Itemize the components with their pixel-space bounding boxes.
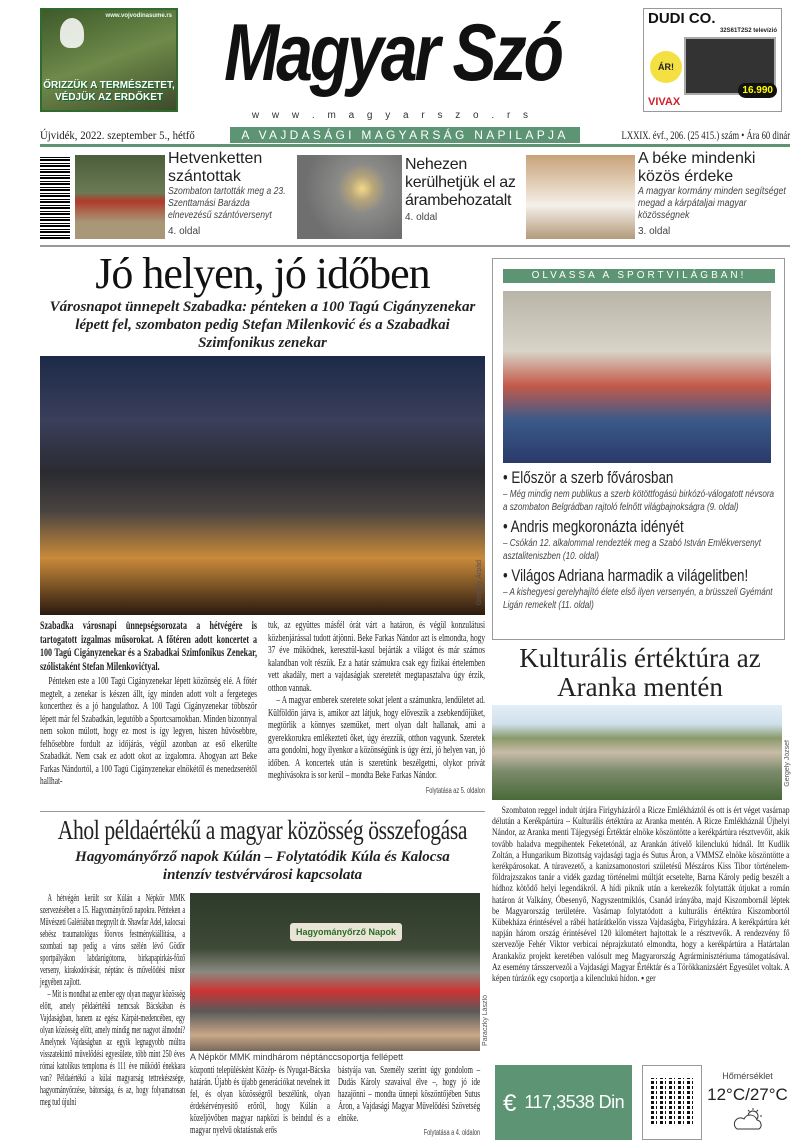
sport-item[interactable] bbox=[503, 518, 778, 563]
continued-link[interactable]: Folytatása a 4. oldalon bbox=[423, 1128, 481, 1137]
second-subtitle: Hagyományőrző napok Kúlán – Folytatódik Kúla és Kalocsa intenzív testvérvárosi kapcsolata bbox=[75, 849, 450, 883]
exchange-rate-box[interactable] bbox=[495, 1065, 632, 1140]
second-column-1 bbox=[40, 893, 185, 1109]
bridge-photo[interactable] bbox=[492, 705, 782, 800]
teaser-2[interactable] bbox=[405, 156, 523, 224]
teaser-page: 4. oldal bbox=[168, 226, 201, 237]
weather-widget bbox=[705, 1065, 790, 1136]
temperature: 12°C/27°C bbox=[707, 1085, 788, 1104]
sport-item-title[interactable]: • Először a szerb fővárosban bbox=[503, 469, 674, 487]
euro-rate: 117,3538 Din bbox=[524, 1092, 625, 1112]
divider bbox=[40, 144, 790, 147]
ad-brand: DUDI CO. bbox=[648, 10, 716, 27]
divider bbox=[40, 245, 790, 247]
body-paragraph: Pénteken este a 100 Tagú Cigányzenekar lépett közönség elé. A főtér megtelt, a zenekar is készen állt, így minden adott volt a fergeteges koncerthez és a jó hangulathoz. A 100 Tagú Cigányzenekar többször lépett már fel Szabadkán, legutóbb a Sportcsarnokban. Minden bizonnyal nem sokon múlott, hogy ez most is így legyen, hiszen hűvösebbre, felhősebbre fordult az időjárás, végül azonban az eső elkerülte Szabadkát. Nem csak ez adott okot az izgalomra. Ahogyan azt Beke Farkas Nándortól, a 100 Tagú Cigányzenekar elnökétől és menedzserétől hallhat- bbox=[40, 676, 258, 787]
teaser-title[interactable]: Hetvenketten szántottak bbox=[168, 150, 263, 185]
speaker-photo[interactable] bbox=[526, 155, 635, 239]
teaser-title[interactable]: A béke mindenki közös érdeke bbox=[638, 150, 756, 185]
second-column-2: központi településként Közép- és Nyugat-Bácska határán. Újabb és újabb generációkat nevelnek itt fel, és olyan közösségről beszélünk, olyan érdekérvényesítő erőről, hogy Kúlán a közeljövőben magyar napközi is beindul és a magyar nyelvű oktatásnak erős bbox=[190, 1065, 330, 1136]
photo-credit: Paraczky László bbox=[482, 995, 489, 1046]
culture-headline[interactable]: Kulturális értéktúra az Aranka mentén bbox=[519, 643, 761, 702]
photo-caption: A Népkör MMK mindhárom néptánccsoportja fellépett bbox=[190, 1052, 404, 1062]
second-headline[interactable]: Ahol példaértékű a magyar közösség összefogása bbox=[57, 815, 468, 845]
sport-list bbox=[503, 469, 778, 616]
weather-label: Hőmérséklet bbox=[722, 1071, 773, 1081]
body-paragraph: A hétvégén került sor Kúlán a Népkör MMK szervezésében a 15. Hagyományőrző napokra. Pénteken a Művészeti Galériában megnyílt dr. Shawfar Adel, kalocsai sebész traumatológus főorvos festménykiállítása, a szombati nap pedig a város szélén lévő Gödör sportpályákon labdarúgótorna, birkapapirkás-főző verseny, kirakodóvásár, néptánc és művelődési műsor jegyében zajlott. bbox=[40, 893, 186, 988]
sport-box bbox=[492, 258, 785, 640]
logo-area bbox=[200, 6, 585, 98]
ad-slogan: ŐRIZZÜK A TERMÉSZETET, VÉDJÜK AZ ERDŐKET bbox=[43, 80, 175, 103]
price-badge: ÁR! bbox=[650, 51, 682, 83]
dateline: Újvidék, 2022. szeptember 5., hétfő bbox=[40, 128, 195, 142]
teaser-title[interactable]: Nehezen kerülhetjük el az árambehozatalt bbox=[405, 156, 516, 209]
culture-body bbox=[492, 805, 790, 984]
website-url[interactable]: w w w . m a g y a r s z o . r s bbox=[251, 110, 534, 121]
event-banner: Hagyományőrző Napok bbox=[290, 923, 402, 941]
teaser-page: 4. oldal bbox=[405, 212, 438, 223]
orchestra-photo[interactable] bbox=[40, 356, 485, 615]
teaser-summary: A magyar kormány minden segítséget megad a kárpátaljai magyar közösségnek bbox=[638, 186, 786, 221]
teaser-3[interactable] bbox=[638, 150, 790, 238]
tagline: A VAJDASÁGI MAGYARSÁG NAPILAPJA bbox=[230, 127, 580, 143]
lead-column-1 bbox=[40, 620, 257, 789]
tractors-photo[interactable] bbox=[75, 155, 165, 239]
ad-model: 32S61T2S2 televízió bbox=[719, 28, 777, 34]
forest-logo-icon bbox=[60, 18, 84, 48]
sport-item[interactable] bbox=[503, 567, 778, 612]
sport-item-desc: – Még mindig nem publikus a szerb kötöttfogású birkózó-válogatott névsora a szombaton Belgrádban rajtoló felnőtt világbajnokságra (9. oldal) bbox=[503, 489, 775, 513]
sport-header[interactable]: OLVASSA A SPORTVILÁGBAN! bbox=[503, 269, 775, 283]
wrestlers-photo[interactable] bbox=[503, 291, 771, 463]
body-paragraph: – A magyar emberek szeretete sokat jelent a számunkra, lendületet ad. Külföldön járva is, amikor azt látjuk, hogy előveszik a zsebkendőjüket, megtörlik a könnyes szemüket, mert olyan dalt hallanak, ami a gyerekkorukra emlékezteti őket, úgy érezzük, otthon vagyunk. Szeretek arra gondolni, hogy ilyenkor a közönségünk is úgy érzi, jó helyen van, jó időben. A koncertek után is szeretünk beszélgetni, olykor privát meghívásokra is sor kerül – mondta Beke Farkas Nándor. bbox=[268, 695, 485, 781]
issue-info: LXXIX. évf., 206. (25 415.) szám • Ára 60 dinár bbox=[621, 128, 790, 142]
lead-paragraph: Szabadka városnapi ünnepségsorozata a hétvégére is tartogatott izgalmas műsorokat. A főtéren adott koncertet a 100 Tagú Cigányzenekar és a Szabadkai Szimfonikus Zenekar, szólistaként Stefan Milenkovićtyal. bbox=[40, 620, 257, 673]
body-paragraph: Szombaton reggel indult útjára Firigyházáról a Ricze Emlékháztól és ott is ért véget vasárnap délután a Kerékpártúra – Kulturális értéktúra az Aranka mentén. A Ricze Emlékháznál Újhelyi Nándor, az Aranka menti Tájegységi Értéktár elnöke köszöntötte a kerékpártúra résztvevőit, akik tovább haladva megpihentek Feketetónál, az Arankán átívelő kilenclukú hídnál. Itt Kudlik Zoltán, a Hungarikum Bizottság vajdasági tagja és Sutus Áron, a VMMSZ elnöke köszöntötte a kerékpárosokat. A túravezető, a kanizsamonostori születésű Mészáros Kiss Tibor történelem-földrajzszakos tanár a vidék gazdag történelmi múltját ecsetelte, Barna Károly pedig beszélt a hídhoz kötődő helyi legendákról. A hídi piknik után a kerekezők folytatták útjukat a román határon át Valkány, Óbesenyő, Nagyszentmiklós, Csanád irányába, majd Kiszombornál léptek be Magyarország területére. Vasárnap folytatódott a kulturális értéktúra Kiszombortól Kübekháza érintésével a rábéi határátkelőn vissza Vajdaságba, Firigyházára. A kerékpártúra két napján három ország érintésével 120 kilométert hajtottak le a résztvevők. A rendezvény fő szervezője Fehér Viktor verbicai néprajzkutató elmondta, hogy a kerékpártúra a Határtalan Arankaköz projekt keretében valósult meg Magyarország Agrárminisztériuma támogatásával. Az esemény társszervezői a Vajdasági Magyar Értéktár és a Törökkanizsáért Egyesület voltak. A képen túrázók egy csoportja a kilenclukú hídon. ▪ ger bbox=[492, 805, 790, 985]
qr-code-box[interactable] bbox=[642, 1065, 702, 1140]
ad-television[interactable] bbox=[643, 8, 782, 112]
light-bulbs-photo[interactable] bbox=[297, 155, 402, 239]
continued-link[interactable]: Folytatása az 5. oldalon bbox=[425, 785, 485, 795]
lead-subtitle: Városnapot ünnepelt Szabadka: pénteken a 100 Tagú Cigányzenekar lépett fel, szombaton pedig Stefan Milenković és a Szabadkai Szimfonikus zenekar bbox=[49, 299, 476, 351]
sport-item-title[interactable]: • Andris megkoronázta idényét bbox=[503, 518, 684, 536]
sport-item[interactable] bbox=[503, 469, 778, 514]
photo-credit: Gergely József bbox=[784, 740, 791, 787]
sport-item-desc: – Csókán 12. alkalommal rendezték meg a Szabó István Emlékversenyt asztaliteniszben (10. oldal) bbox=[503, 538, 761, 562]
teaser-summary: Szombaton tartották meg a 23. Szenttamási Barázda elnevezésű szántóversenyt bbox=[168, 186, 286, 221]
euro-icon: € bbox=[503, 1089, 516, 1117]
ad-url: www.vojvodinasume.rs bbox=[105, 13, 172, 19]
body-paragraph: – Mit is mondhat az ember egy olyan magyar közösség előtt, amely példaértékű nemcsak Bácskában és Vajdaságban, hanem az egész Kárpát-medencében, egy olyan közösség előtt, amely mindig mer nagyot álmodni? Amelynek Vajdaságban az egyik legnagyobb múltra visszatekintő művelődési egyesülete, több mint 250 éves római katolikus temploma és 111 éve működő énekkara van? Példaértékű a kúlai magyarság tettrekészsége, hagyományőrzése, bátorsága, és az, hogy folyamatosan meg tud újulni bbox=[40, 989, 186, 1108]
ad-price: 16.990 bbox=[738, 83, 777, 98]
teaser-1[interactable] bbox=[168, 150, 290, 238]
folk-dance-photo[interactable] bbox=[190, 893, 480, 1051]
body-paragraph: bástyája van. Személy szerint úgy gondolom – Dudás Károly szavaival élve –, hogy jó ide hazajönni – mondta ünnepi köszöntőjében Sutus Áron, a Vajdasági Magyar Művelődési Szövetség elnöke. bbox=[338, 1065, 481, 1124]
teaser-page: 3. oldal bbox=[638, 226, 671, 237]
photo-credit: Gergely Árpád bbox=[476, 560, 483, 606]
ad-forest-protection[interactable] bbox=[40, 8, 178, 112]
partly-cloudy-icon bbox=[731, 1107, 765, 1131]
sport-item-title[interactable]: • Világos Adriana harmadik a világelitben! bbox=[503, 567, 749, 585]
qr-code-icon bbox=[651, 1078, 695, 1124]
second-column-3 bbox=[338, 1065, 480, 1139]
divider bbox=[40, 811, 485, 812]
ad-maker: VIVAX bbox=[648, 96, 681, 108]
barcode bbox=[40, 155, 70, 239]
sport-item-desc: – A kishegyesi gerelyhajító élete első ilyen versenyén, a brüsszeli Gyémánt Ligán remekelt (11. oldal) bbox=[503, 587, 773, 611]
newspaper-logo[interactable]: Magyar Szó bbox=[224, 6, 561, 98]
body-paragraph: tuk, az együttes másfél órát várt a határon, és végül konzulátusi közbenjárással tudott átjönni. Beke Farkas Nándor azt is elmondta, hogy 37 éve működnek, keresztül-kasul bejárták a világot és már számos kalandban volt részük. Ez a határ számukra csak egy fizikai értelemben vett akadály, mert a vajdaságiak szeretetét megtapasztalva úgy érzik, otthon vannak. bbox=[268, 620, 485, 694]
lead-column-2 bbox=[268, 620, 485, 797]
lead-headline[interactable]: Jó helyen, jó időben bbox=[95, 249, 430, 298]
